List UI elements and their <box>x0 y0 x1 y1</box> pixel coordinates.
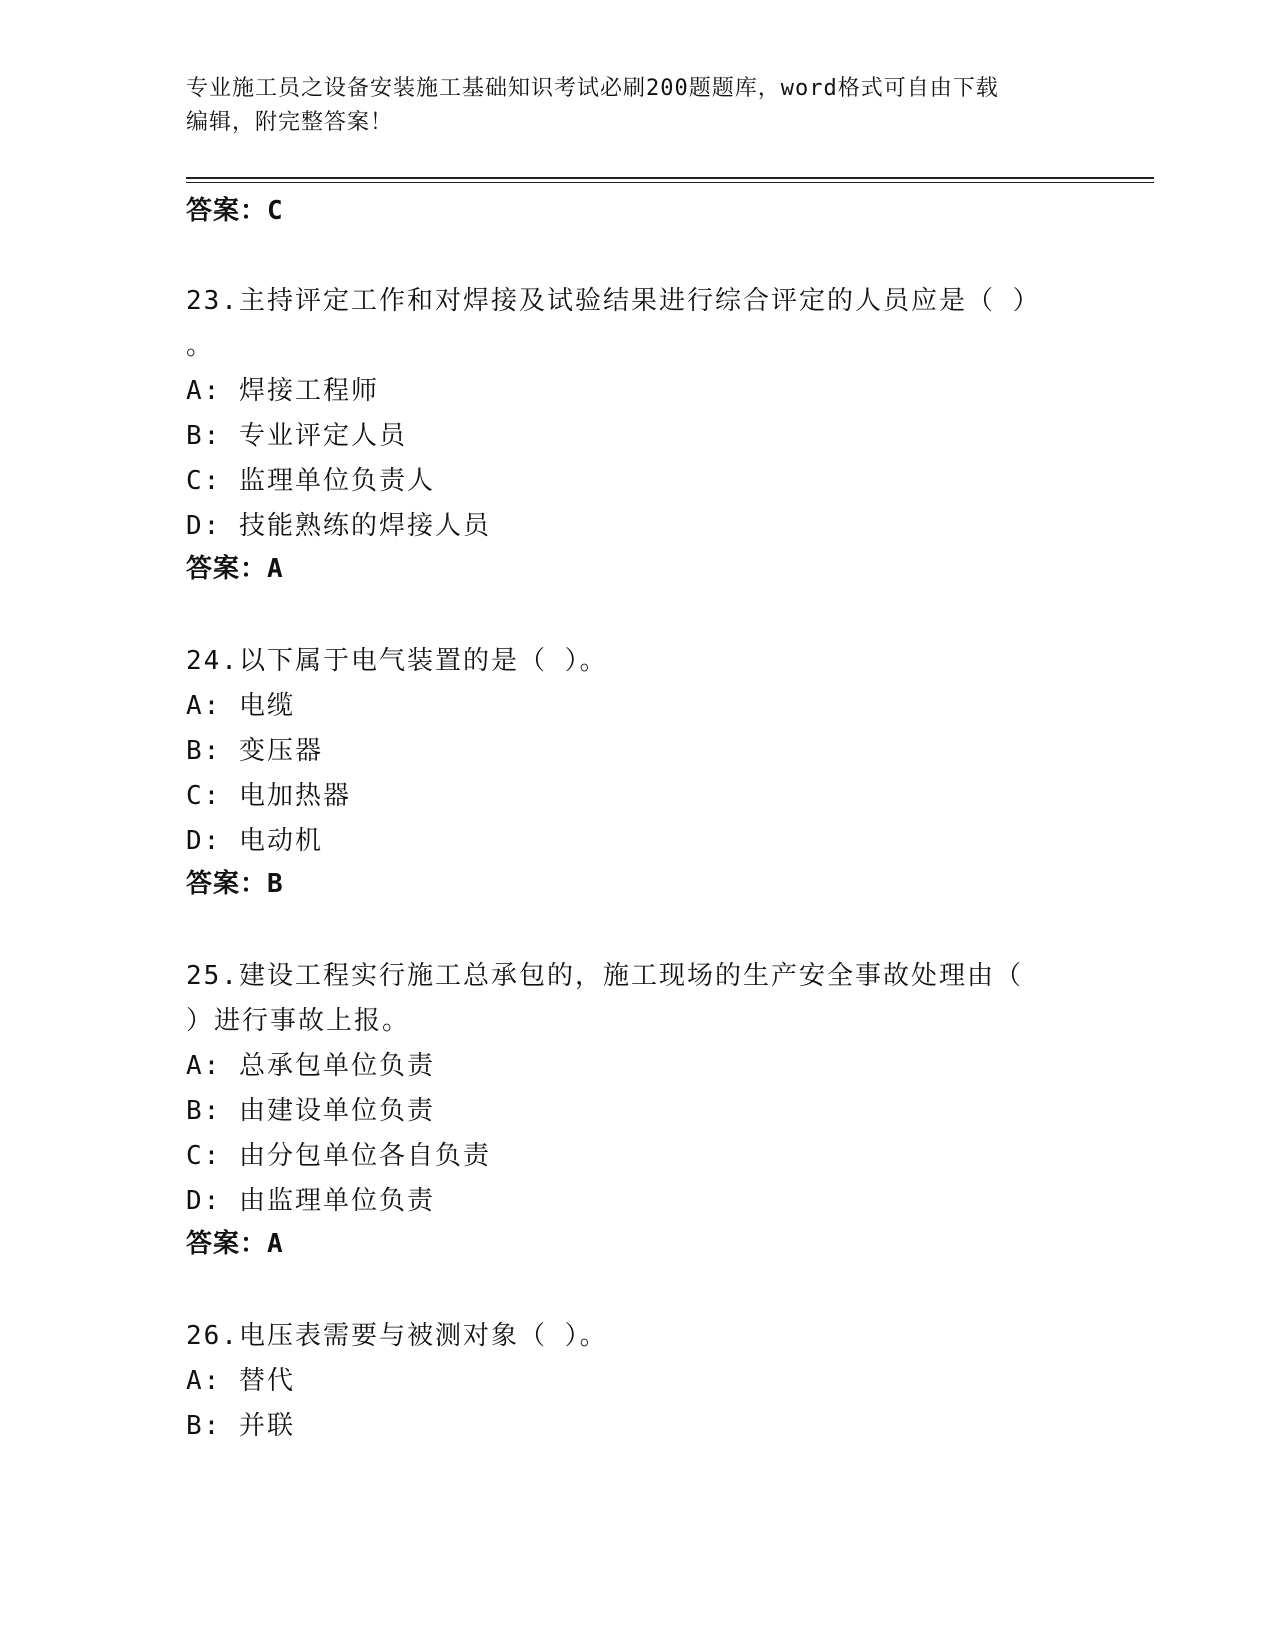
question-23-stem: 23.主持评定工作和对焊接及试验结果进行综合评定的人员应是（ ） <box>186 286 1041 316</box>
question-23-answer: 答案：A <box>186 554 284 584</box>
question-25-stem: 25.建设工程实行施工总承包的，施工现场的生产安全事故处理由（ <box>186 961 1023 991</box>
question-26-option-b: B: 并联 <box>186 1411 295 1441</box>
question-24-option-b: B: 变压器 <box>186 736 323 766</box>
header-divider <box>186 177 1154 179</box>
question-25-stem-cont: ）进行事故上报。 <box>186 1006 411 1036</box>
header-divider-thin <box>186 182 1154 183</box>
question-24-option-d: D: 电动机 <box>186 826 323 856</box>
header-line-1: 专业施工员之设备安装施工基础知识考试必刷200题题库，word格式可自由下载 <box>186 76 999 101</box>
question-24-answer: 答案：B <box>186 869 284 899</box>
question-25-option-b: B: 由建设单位负责 <box>186 1096 435 1126</box>
question-25-option-c: C: 由分包单位各自负责 <box>186 1141 491 1171</box>
question-26-stem: 26.电压表需要与被测对象（ ）。 <box>186 1321 608 1351</box>
question-24-option-a: A: 电缆 <box>186 691 295 721</box>
question-25-answer: 答案：A <box>186 1229 284 1259</box>
question-23-option-c: C: 监理单位负责人 <box>186 466 435 496</box>
question-25-option-a: A: 总承包单位负责 <box>186 1051 435 1081</box>
question-23-option-b: B: 专业评定人员 <box>186 421 407 451</box>
question-23-stem-cont: 。 <box>186 331 215 361</box>
question-24-stem: 24.以下属于电气装置的是（ ）。 <box>186 646 608 676</box>
question-25-option-d: D: 由监理单位负责 <box>186 1186 435 1216</box>
document-header <box>186 72 1066 140</box>
question-26-option-a: A: 替代 <box>186 1366 295 1396</box>
header-line-2: 编辑，附完整答案！ <box>186 110 394 135</box>
question-23-option-a: A: 焊接工程师 <box>186 376 379 406</box>
answer-prev: 答案：C <box>186 196 284 226</box>
question-23-option-d: D: 技能熟练的焊接人员 <box>186 511 491 541</box>
question-24-option-c: C: 电加热器 <box>186 781 351 811</box>
